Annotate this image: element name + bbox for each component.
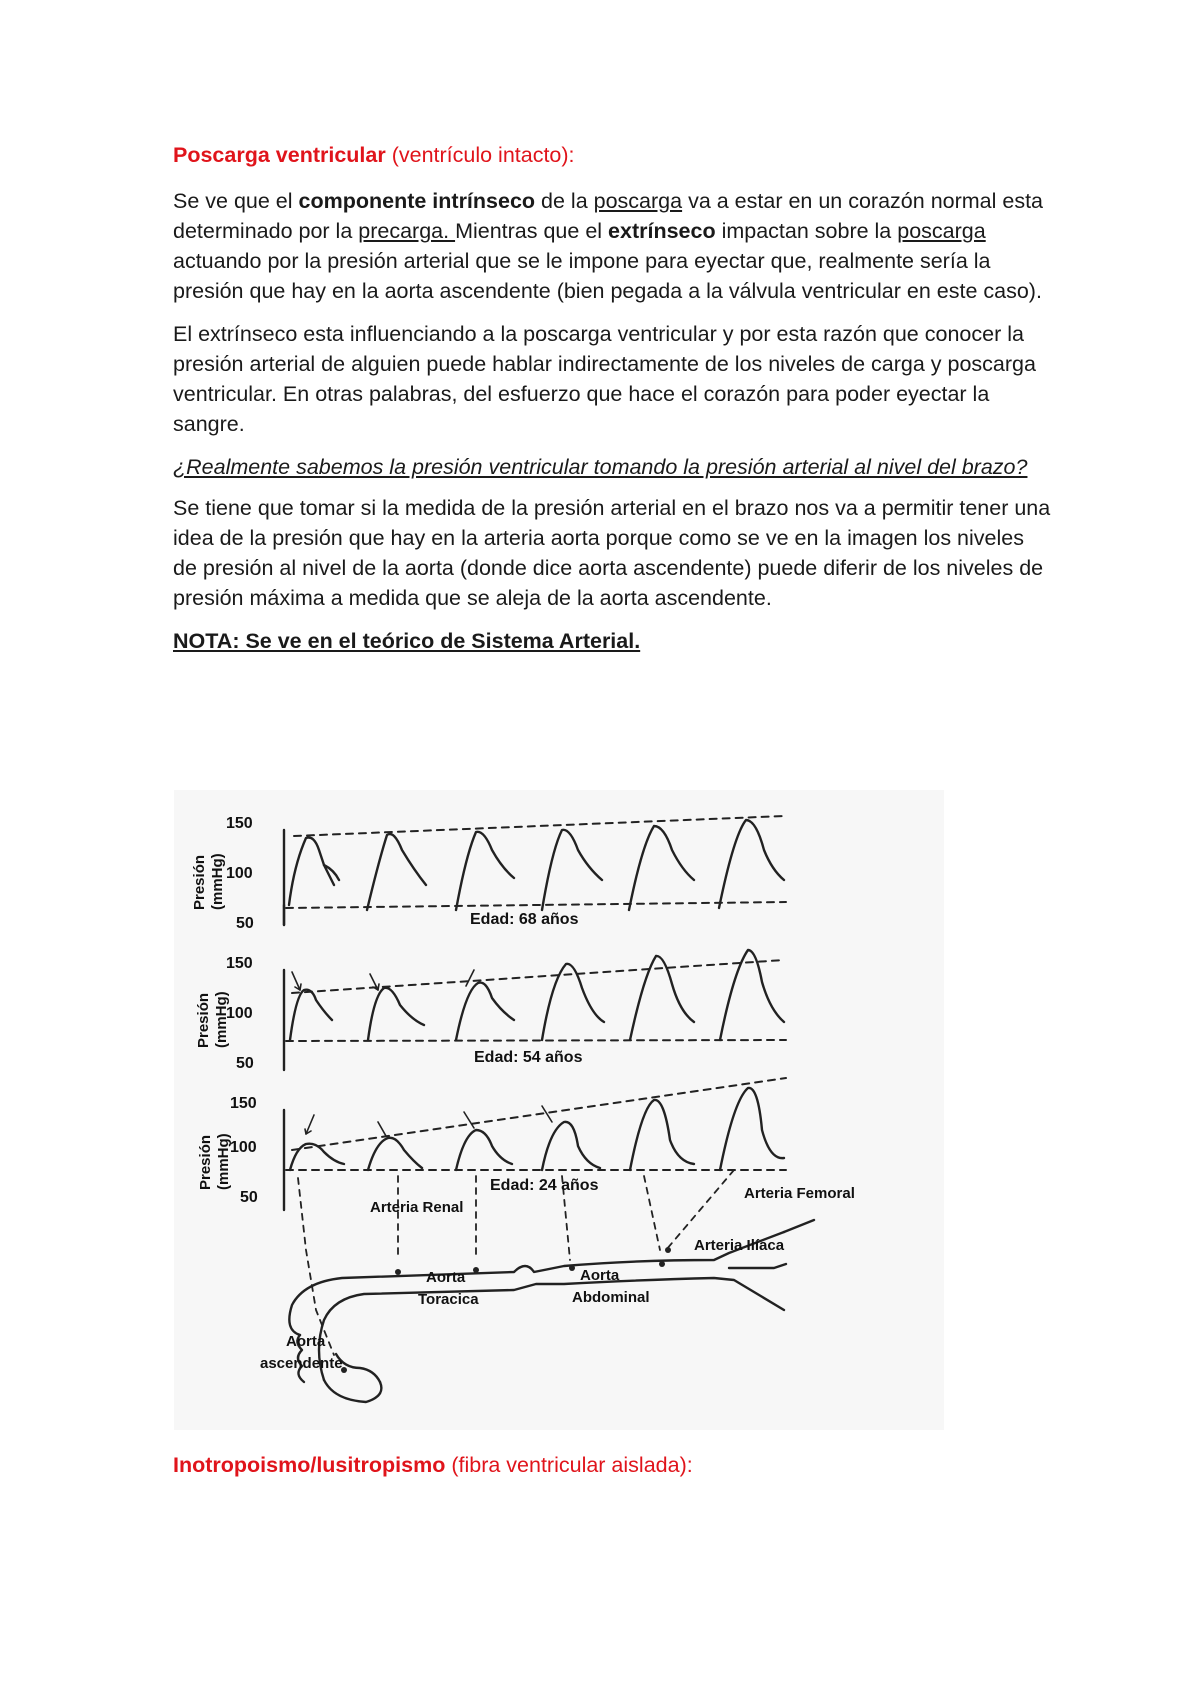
text-run: impactan sobre la <box>715 219 898 243</box>
underlined-term: precarga. <box>358 219 456 243</box>
section-heading-2 <box>173 1450 693 1480</box>
y-axis-unit: (mmHg) <box>215 1133 232 1190</box>
text-run: va a estar en un corazón normal esta determinado por la <box>173 189 1044 243</box>
question-line: ¿Realmente sabemos la presión ventricular tomando la presión arterial al nivel del brazo? <box>173 455 1028 479</box>
tick-100: 100 <box>230 1139 257 1156</box>
paragraph-1 <box>173 186 1053 306</box>
text-run: de la <box>535 189 594 213</box>
panel-label-68: Edad: 68 años <box>470 911 579 928</box>
panel-68-dashed-lines <box>286 816 786 908</box>
section-subtitle-2: (fibra ventricular aislada): <box>451 1453 693 1477</box>
y-axis-title: Presión <box>191 854 208 910</box>
panel-24-arrows <box>305 1106 552 1136</box>
panel-24-dashed-lines <box>286 1078 786 1170</box>
tick-50: 50 <box>236 915 254 932</box>
paragraph-2: El extrínseco esta influenciando a la poscarga ventricular y por esta razón que conocer la presión arterial de alguien puede hablar indirectamente de los niveles de carga y poscarga ventricular. En otras palabras, del esfuerzo que hace el corazón para poder eyectar la sangre. <box>173 322 1036 436</box>
y-axis-unit: (mmHg) <box>209 853 226 910</box>
section-subtitle: (ventrículo intacto): <box>391 143 575 167</box>
text-run: actuando por la presión arterial que se le impone para eyectar que, realmente sería la presión que hay en la aorta ascendente (bien pegada a la válvula ventricular en este caso). <box>173 249 1042 303</box>
y-axis-titles <box>191 853 232 1190</box>
y-axis-unit: (mmHg) <box>213 991 230 1048</box>
paragraph-3: Se tiene que tomar si la medida de la presión arterial en el brazo nos va a permitir tener una idea de la presión que hay en la arteria aorta porque como se ve en la imagen los niveles de presión al nivel de la aorta (donde dice aorta ascendente) puede diferir de los niveles de presión máxima a medida que se aleja de la aorta ascendente. <box>173 496 1051 610</box>
label-aorta-abdominal-2: Abdominal <box>572 1289 650 1306</box>
tick-150: 150 <box>226 815 253 832</box>
panel-label-54: Edad: 54 años <box>474 1049 583 1066</box>
y-axis-title: Presión <box>195 992 212 1048</box>
label-aorta-ascendente: Aorta <box>286 1333 326 1350</box>
label-arteria-renal: Arteria Renal <box>370 1199 464 1216</box>
note-line: NOTA: Se ve en el teórico de Sistema Arterial. <box>173 629 641 653</box>
label-aorta-abdominal: Aorta <box>580 1267 620 1284</box>
y-axis-title: Presión <box>197 1134 214 1190</box>
projection-lines <box>298 1170 734 1355</box>
label-aorta-ascendente-2: ascendente <box>260 1355 343 1372</box>
panel-labels <box>470 911 599 1194</box>
section-title-2: Inotropoismo/lusitropismo <box>173 1453 446 1477</box>
text-run: Se ve que el <box>173 189 299 213</box>
section-title: Poscarga ventricular <box>173 143 386 167</box>
label-arteria-femoral: Arteria Femoral <box>744 1185 855 1202</box>
vessel-dots <box>341 1247 671 1373</box>
underlined-term: poscarga <box>593 189 683 213</box>
panel-label-24: Edad: 24 años <box>490 1177 599 1194</box>
panel-68-waveforms <box>284 820 784 925</box>
tick-100: 100 <box>226 865 253 882</box>
tick-150: 150 <box>226 955 253 972</box>
arterial-pressure-figure <box>174 790 944 1430</box>
text-run: Mientras que el <box>455 219 609 243</box>
bold-term: componente intrínseco <box>298 189 536 213</box>
tick-50: 50 <box>236 1055 254 1072</box>
underlined-term: poscarga <box>897 219 986 243</box>
label-aorta-toracica: Aorta <box>426 1269 466 1286</box>
document-body <box>173 140 1053 672</box>
label-arteria-iliaca: Arteria Ilíaca <box>694 1237 785 1254</box>
tick-100: 100 <box>226 1005 253 1022</box>
tick-150: 150 <box>230 1095 257 1112</box>
bold-term: extrínseco <box>608 219 716 243</box>
label-aorta-toracica-2: Toracica <box>418 1291 479 1308</box>
panel-54-dashed-lines <box>286 960 786 1041</box>
section-heading <box>173 140 1053 170</box>
tick-50: 50 <box>240 1189 258 1206</box>
